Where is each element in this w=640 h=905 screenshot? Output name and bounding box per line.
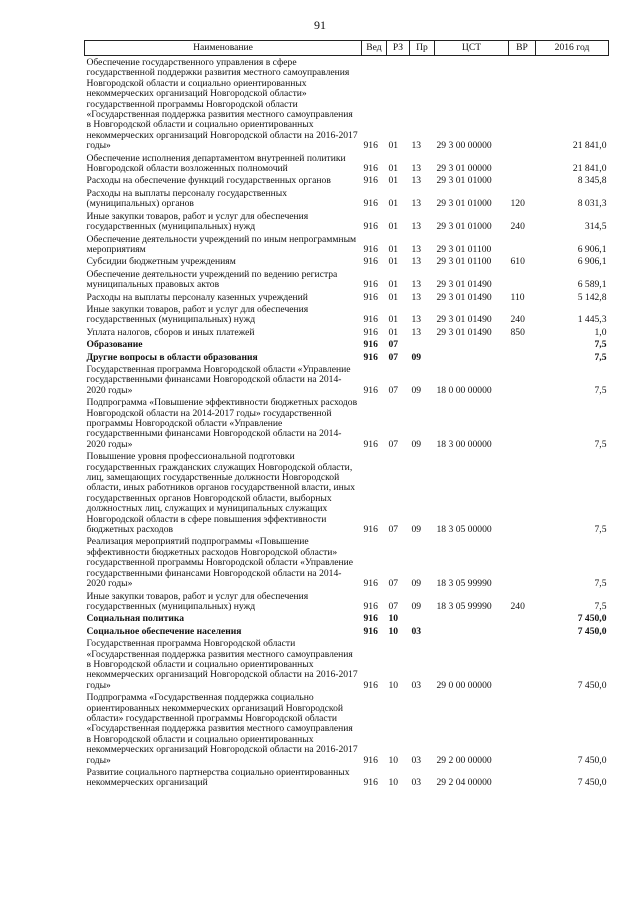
table-row (85, 766, 609, 789)
cell-ved: 916 (363, 679, 378, 691)
table-row (85, 174, 609, 186)
cell-ved: 916 (363, 291, 378, 303)
cell-cst: 29 3 01 01490 (436, 326, 492, 338)
cell-ved: 916 (363, 279, 378, 291)
cell-ved: 916 (363, 578, 378, 590)
cell-name: Образование (86, 339, 143, 351)
cell-cst: 29 3 01 00000 (436, 163, 492, 175)
cell-rz: 01 (388, 163, 399, 175)
cell-pr: 13 (411, 291, 422, 303)
cell-name: Расходы на обеспечение функций государственных органов (86, 175, 331, 187)
cell-pr: 03 (411, 679, 422, 691)
header-amount: 2016 год (536, 41, 609, 56)
cell-amount: 7 450,0 (577, 777, 607, 789)
table-row (85, 326, 609, 338)
cell-pr: 13 (411, 221, 422, 233)
cell-amount: 21 841,0 (572, 163, 607, 175)
table-row (85, 233, 609, 256)
cell-vr (509, 450, 536, 535)
cell-name: Социальное обеспечение населения (86, 625, 242, 637)
table-row (85, 210, 609, 233)
cell-vr (509, 174, 536, 186)
cell-ved: 916 (363, 314, 378, 326)
table-body (85, 56, 609, 789)
cell-name: Расходы на выплаты персоналу государственных (муниципальных) органов (86, 187, 288, 210)
cell-ved: 916 (363, 256, 378, 268)
cell-rz: 07 (388, 384, 399, 396)
table-row (85, 338, 609, 350)
cell-rz: 07 (388, 524, 399, 536)
table-header (85, 41, 609, 56)
cell-name: Социальная политика (86, 613, 185, 625)
cell-amount: 7,5 (594, 524, 607, 536)
cell-ved: 916 (363, 163, 378, 175)
cell-cst: 29 3 01 01100 (436, 256, 492, 268)
cell-cst: 29 2 00 00000 (436, 754, 492, 766)
cell-amount: 7 450,0 (577, 754, 607, 766)
cell-pr: 13 (411, 175, 422, 187)
cell-rz: 01 (388, 243, 399, 255)
cell-rz: 07 (388, 600, 399, 612)
header-vr: ВР (509, 41, 536, 56)
cell-name: Субсидии бюджетным учреждениям (86, 256, 236, 268)
cell-ved: 916 (363, 438, 378, 450)
header-name: Наименование (85, 41, 362, 56)
cell-pr: 13 (411, 243, 422, 255)
cell-vr (509, 152, 536, 175)
cell-ved: 916 (363, 175, 378, 187)
cell-amount: 5 142,8 (577, 291, 607, 303)
cell-pr: 03 (411, 754, 422, 766)
cell-cst (435, 338, 509, 350)
cell-cst (435, 351, 509, 363)
cell-name: Иные закупки товаров, работ и услуг для обеспечения государственных (муниципальных) нужд (86, 590, 309, 612)
cell-pr: 09 (411, 384, 422, 396)
cell-vr: 240 (510, 221, 525, 233)
cell-rz: 01 (388, 314, 399, 326)
cell-name: Иные закупки товаров, работ и услуг для обеспечения государственных (муниципальных) нужд (86, 210, 309, 233)
cell-name: Государственная программа Новгородской области «Государственная поддержка развития местного самоуправления в Новгородской области и социально ориентированных некоммерческих организаций Новгородской области на 2016-2017 годы» (86, 638, 358, 691)
cell-name: Развитие социального партнерства социально ориентированных некоммерческих организаций (86, 767, 350, 789)
cell-cst: 29 3 00 00000 (436, 140, 492, 152)
cell-amount: 7 450,0 (577, 625, 607, 637)
cell-pr: 09 (411, 578, 422, 590)
cell-rz: 01 (388, 326, 399, 338)
cell-amount: 1 445,3 (577, 314, 607, 326)
cell-amount: 7,5 (594, 384, 607, 396)
cell-name: Другие вопросы в области образования (86, 351, 258, 363)
cell-pr: 13 (411, 326, 422, 338)
cell-ved: 916 (363, 243, 378, 255)
cell-pr: 13 (411, 314, 422, 326)
cell-vr (509, 625, 536, 637)
table-row (85, 535, 609, 589)
cell-name: Обеспечение деятельности учреждений по иным непрограммным мероприятиям (86, 233, 357, 255)
cell-rz: 01 (388, 175, 399, 187)
cell-vr (509, 535, 536, 589)
cell-vr (509, 766, 536, 789)
cell-name: Уплата налогов, сборов и иных платежей (86, 326, 255, 338)
table-row (85, 691, 609, 766)
cell-cst: 18 0 00 00000 (436, 384, 492, 396)
cell-rz: 01 (388, 198, 399, 210)
cell-name: Подпрограмма «Государственная поддержка социально ориентированных некоммерческих организаций Новгородской области» государственной программы Новгородской области «Государственная поддержка развития местного самоуправления в Новгородской области и социально ориентированных некоммерческих организаций Новгородской области на 2016-2017 годы» (86, 692, 358, 766)
cell-ved: 916 (363, 524, 378, 536)
cell-vr: 110 (510, 291, 525, 303)
cell-amount: 1,0 (594, 326, 607, 338)
cell-amount: 8 345,8 (577, 175, 607, 187)
cell-ved: 916 (363, 326, 378, 338)
cell-vr (509, 637, 536, 691)
cell-rz: 01 (388, 291, 399, 303)
table-row (85, 255, 609, 267)
table-row (85, 187, 609, 210)
cell-pr: 03 (411, 625, 422, 637)
cell-vr (509, 233, 536, 256)
cell-vr (509, 396, 536, 450)
cell-rz: 10 (388, 777, 399, 789)
cell-cst: 29 0 00 00000 (436, 679, 492, 691)
header-ved: Вед (362, 41, 387, 56)
cell-pr (410, 612, 435, 624)
cell-cst (435, 625, 509, 637)
cell-amount: 7,5 (594, 339, 607, 351)
cell-vr (509, 338, 536, 350)
header-pr: Пр (410, 41, 435, 56)
table-row (85, 612, 609, 624)
cell-ved: 916 (363, 600, 378, 612)
table-row (85, 291, 609, 303)
cell-amount: 6 906,1 (577, 256, 607, 268)
cell-cst: 29 2 04 00000 (436, 777, 492, 789)
cell-amount: 7,5 (594, 438, 607, 450)
cell-amount: 7,5 (594, 600, 607, 612)
table-row (85, 268, 609, 291)
cell-amount: 7 450,0 (577, 613, 607, 625)
cell-amount: 8 031,3 (577, 198, 607, 210)
cell-cst: 29 3 01 01100 (436, 243, 492, 255)
cell-name: Повышение уровня профессиональной подготовки государственных гражданских служащих Новгородской области, лиц, замещающих государственные должности Новгородской области, иных работников органов государственной власти, иных государственных органов Новгородской области, выборных должностных лиц, служащих и муниципальных служащих Новгородской области в сфере повышения эффективности бюджетных расходов (86, 451, 356, 536)
cell-pr: 09 (411, 524, 422, 536)
cell-rz: 10 (388, 754, 399, 766)
header-rz: РЗ (387, 41, 410, 56)
cell-vr: 850 (510, 326, 525, 338)
cell-ved: 916 (363, 777, 378, 789)
cell-name: Обеспечение деятельности учреждений по ведению регистра муниципальных правовых актов (86, 268, 338, 291)
cell-name: Расходы на выплаты персоналу казенных учреждений (86, 291, 308, 303)
cell-pr: 09 (411, 351, 422, 363)
cell-ved: 916 (363, 613, 378, 625)
cell-pr: 13 (411, 279, 422, 291)
cell-vr (509, 351, 536, 363)
cell-pr (410, 338, 435, 350)
cell-rz: 01 (388, 279, 399, 291)
header-cst: ЦСТ (435, 41, 509, 56)
cell-ved: 916 (363, 140, 378, 152)
table-row (85, 625, 609, 637)
cell-rz: 01 (388, 140, 399, 152)
cell-vr: 240 (510, 314, 525, 326)
cell-ved: 916 (363, 221, 378, 233)
header-row (85, 41, 609, 56)
cell-ved: 916 (363, 625, 378, 637)
cell-vr (509, 691, 536, 766)
cell-rz: 01 (388, 256, 399, 268)
cell-cst: 18 3 05 00000 (436, 524, 492, 536)
cell-amount: 6 906,1 (577, 243, 607, 255)
cell-amount: 7,5 (594, 351, 607, 363)
cell-ved: 916 (363, 198, 378, 210)
cell-pr: 09 (411, 438, 422, 450)
table-row (85, 56, 609, 152)
cell-ved: 916 (363, 339, 378, 351)
cell-pr: 13 (411, 256, 422, 268)
cell-pr: 13 (411, 140, 422, 152)
cell-vr: 240 (510, 600, 525, 612)
table-row (85, 396, 609, 450)
cell-amount: 21 841,0 (572, 140, 607, 152)
cell-vr: 610 (510, 256, 525, 268)
cell-ved: 916 (363, 384, 378, 396)
cell-pr: 09 (411, 600, 422, 612)
cell-rz: 07 (388, 351, 399, 363)
cell-rz: 07 (388, 339, 399, 351)
table-row (85, 637, 609, 691)
cell-rz: 10 (388, 613, 399, 625)
cell-name: Иные закупки товаров, работ и услуг для обеспечения государственных (муниципальных) нужд (86, 303, 309, 326)
table-row (85, 351, 609, 363)
cell-pr: 13 (411, 198, 422, 210)
cell-cst (435, 612, 509, 624)
cell-vr (509, 56, 536, 152)
cell-amount: 7,5 (594, 578, 607, 590)
cell-rz: 01 (388, 221, 399, 233)
cell-cst: 29 3 01 01490 (436, 291, 492, 303)
cell-pr: 03 (411, 777, 422, 789)
cell-cst: 29 3 01 01000 (436, 221, 492, 233)
cell-ved: 916 (363, 754, 378, 766)
table-row (85, 303, 609, 326)
table-row (85, 363, 609, 396)
cell-cst: 29 3 01 01490 (436, 314, 492, 326)
cell-rz: 10 (388, 679, 399, 691)
cell-rz: 07 (388, 578, 399, 590)
budget-table (84, 40, 609, 789)
cell-vr (509, 268, 536, 291)
cell-rz: 07 (388, 438, 399, 450)
cell-ved: 916 (363, 351, 378, 363)
cell-name: Государственная программа Новгородской области «Управление государственными финансами Новгородской области на 2014-2020 годы» (86, 363, 351, 396)
cell-cst: 18 3 05 99990 (436, 600, 492, 612)
cell-amount: 7 450,0 (577, 679, 607, 691)
cell-rz: 10 (388, 625, 399, 637)
cell-amount: 6 589,1 (577, 279, 607, 291)
cell-name: Обеспечение государственного управления в сфере государственной поддержки развития местного самоуправления Новгородской области и социально ориентированных некоммерческих организаций Новгородской области» государственной программы Новгородской области «Государственная поддержка развития местного самоуправления в Новгородской области и социально ориентированных некоммерческих организаций Новгородской области на 2016-2017 годы» (86, 57, 358, 152)
cell-name: Подпрограмма «Повышение эффективности бюджетных расходов Новгородской области на 2014-2017 годы» государственной программы Новгородской области «Управление государственными финансами Новгородской области на 2014-2020 годы» (86, 397, 358, 450)
cell-amount: 314,5 (584, 221, 607, 233)
table-row (85, 152, 609, 175)
table-row (85, 590, 609, 613)
table-row (85, 450, 609, 535)
cell-name: Обеспечение исполнения департаментом внутренней политики Новгородской области возложенных полномочий (86, 152, 346, 175)
cell-name: Реализация мероприятий подпрограммы «Повышение эффективности бюджетных расходов Новгородской области» государственной программы Новгородской области «Управление государственными финансами Новгородской области на 2014-2020 годы» (86, 536, 354, 590)
cell-vr: 120 (510, 198, 525, 210)
cell-vr (509, 363, 536, 396)
cell-cst: 29 3 01 01490 (436, 279, 492, 291)
cell-cst: 18 3 05 99990 (436, 578, 492, 590)
page-number: 91 (314, 18, 326, 32)
cell-cst: 18 3 00 00000 (436, 438, 492, 450)
cell-pr: 13 (411, 163, 422, 175)
cell-cst: 29 3 01 01000 (436, 198, 492, 210)
cell-cst: 29 3 01 01000 (436, 175, 492, 187)
cell-vr (509, 612, 536, 624)
